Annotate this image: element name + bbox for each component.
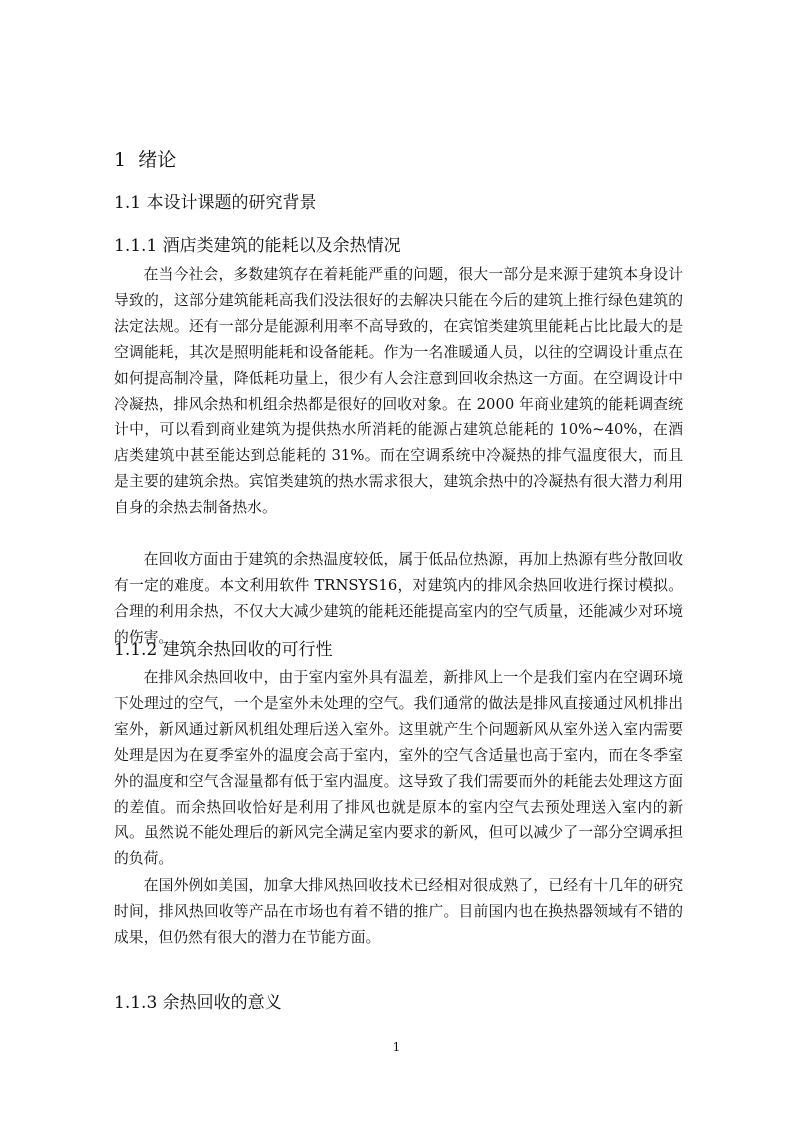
section-heading: 1.1 本设计课题的研究背景 [114,193,317,213]
chapter-heading: 1 绪论 [114,149,177,171]
subsection-heading: 1.1.2 建筑余热回收的可行性 [114,640,333,660]
body-paragraph: 在回收方面由于建筑的余热温度较低，属于低品位热源，再加上热源有些分散回收有一定的难度。本文利用软件 TRNSYS16，对建筑内的排风余热回收进行探讨模拟。合理的利用余热，不仅大大减少建筑的能耗还能提高室内的空气质量，还能减少对环境的伤害。 [114,551,683,646]
subsection-heading: 1.1.3 余热回收的意义 [114,993,282,1013]
body-paragraph: 在当今社会，多数建筑存在着耗能严重的问题，很大一部分是来源于建筑本身设计导致的，这部分建筑能耗高我们没法很好的去解决只能在今后的建筑上推行绿色建筑的法定法规。还有一部分是能源利用率不高导致的，在宾馆类建筑里能耗占比比最大的是空调能耗，其次是照明能耗和设备能耗。作为一名准暖通人员，以往的空调设计重点在如何提高制冷量，降低耗功量上，很少有人会注意到回收余热这一方面。在空调设计中冷凝热，排风余热和机组余热都是很好的回收对象。在 2000 年商业建筑的能耗调查统计中，可以看到商业建筑为提供热水所消耗的能源占建筑总能耗的 10%~40%，在酒店类建筑中甚至能达到总能耗的 31%。而在空调系统中冷凝热的排气温度很大，而且是主要的建筑余热。宾馆类建筑的热水需求很大，建筑余热中的冷凝热有很大潜力利用自身的余热去制备热水。 [114,266,683,517]
body-paragraph: 在国外例如美国，加拿大排风热回收技术已经相对很成熟了，已经有十几年的研究时间，排风热回收等产品在市场也有着不错的推广。目前国内也在换热器领域有不错的成果，但仍然有很大的潜力在节能方面。 [114,877,683,946]
subsection-heading: 1.1.1 酒店类建筑的能耗以及余热情况 [114,236,401,256]
body-paragraph: 在排风余热回收中，由于室内室外具有温差，新排风上一个是我们室内在空调环境下处理过的空气，一个是室外未处理的空气。我们通常的做法是排风直接通过风机排出室外，新风通过新风机组处理后送入室外。这里就产生个问题新风从室外送入室内需要处理是因为在夏季室外的温度会高于室内，室外的空气含适量也高于室内，而在冬季室外的温度和空气含湿量都有低于室内温度。这导致了我们需要而外的耗能去处理这方面的差值。而余热回收恰好是利用了排风也就是原本的室内空气去预处理送入室内的新风。虽然说不能处理后的新风完全满足室内要求的新风，但可以减少了一部分空调承担的负荷。 [114,669,683,868]
page-number: 1 [392,1040,401,1054]
